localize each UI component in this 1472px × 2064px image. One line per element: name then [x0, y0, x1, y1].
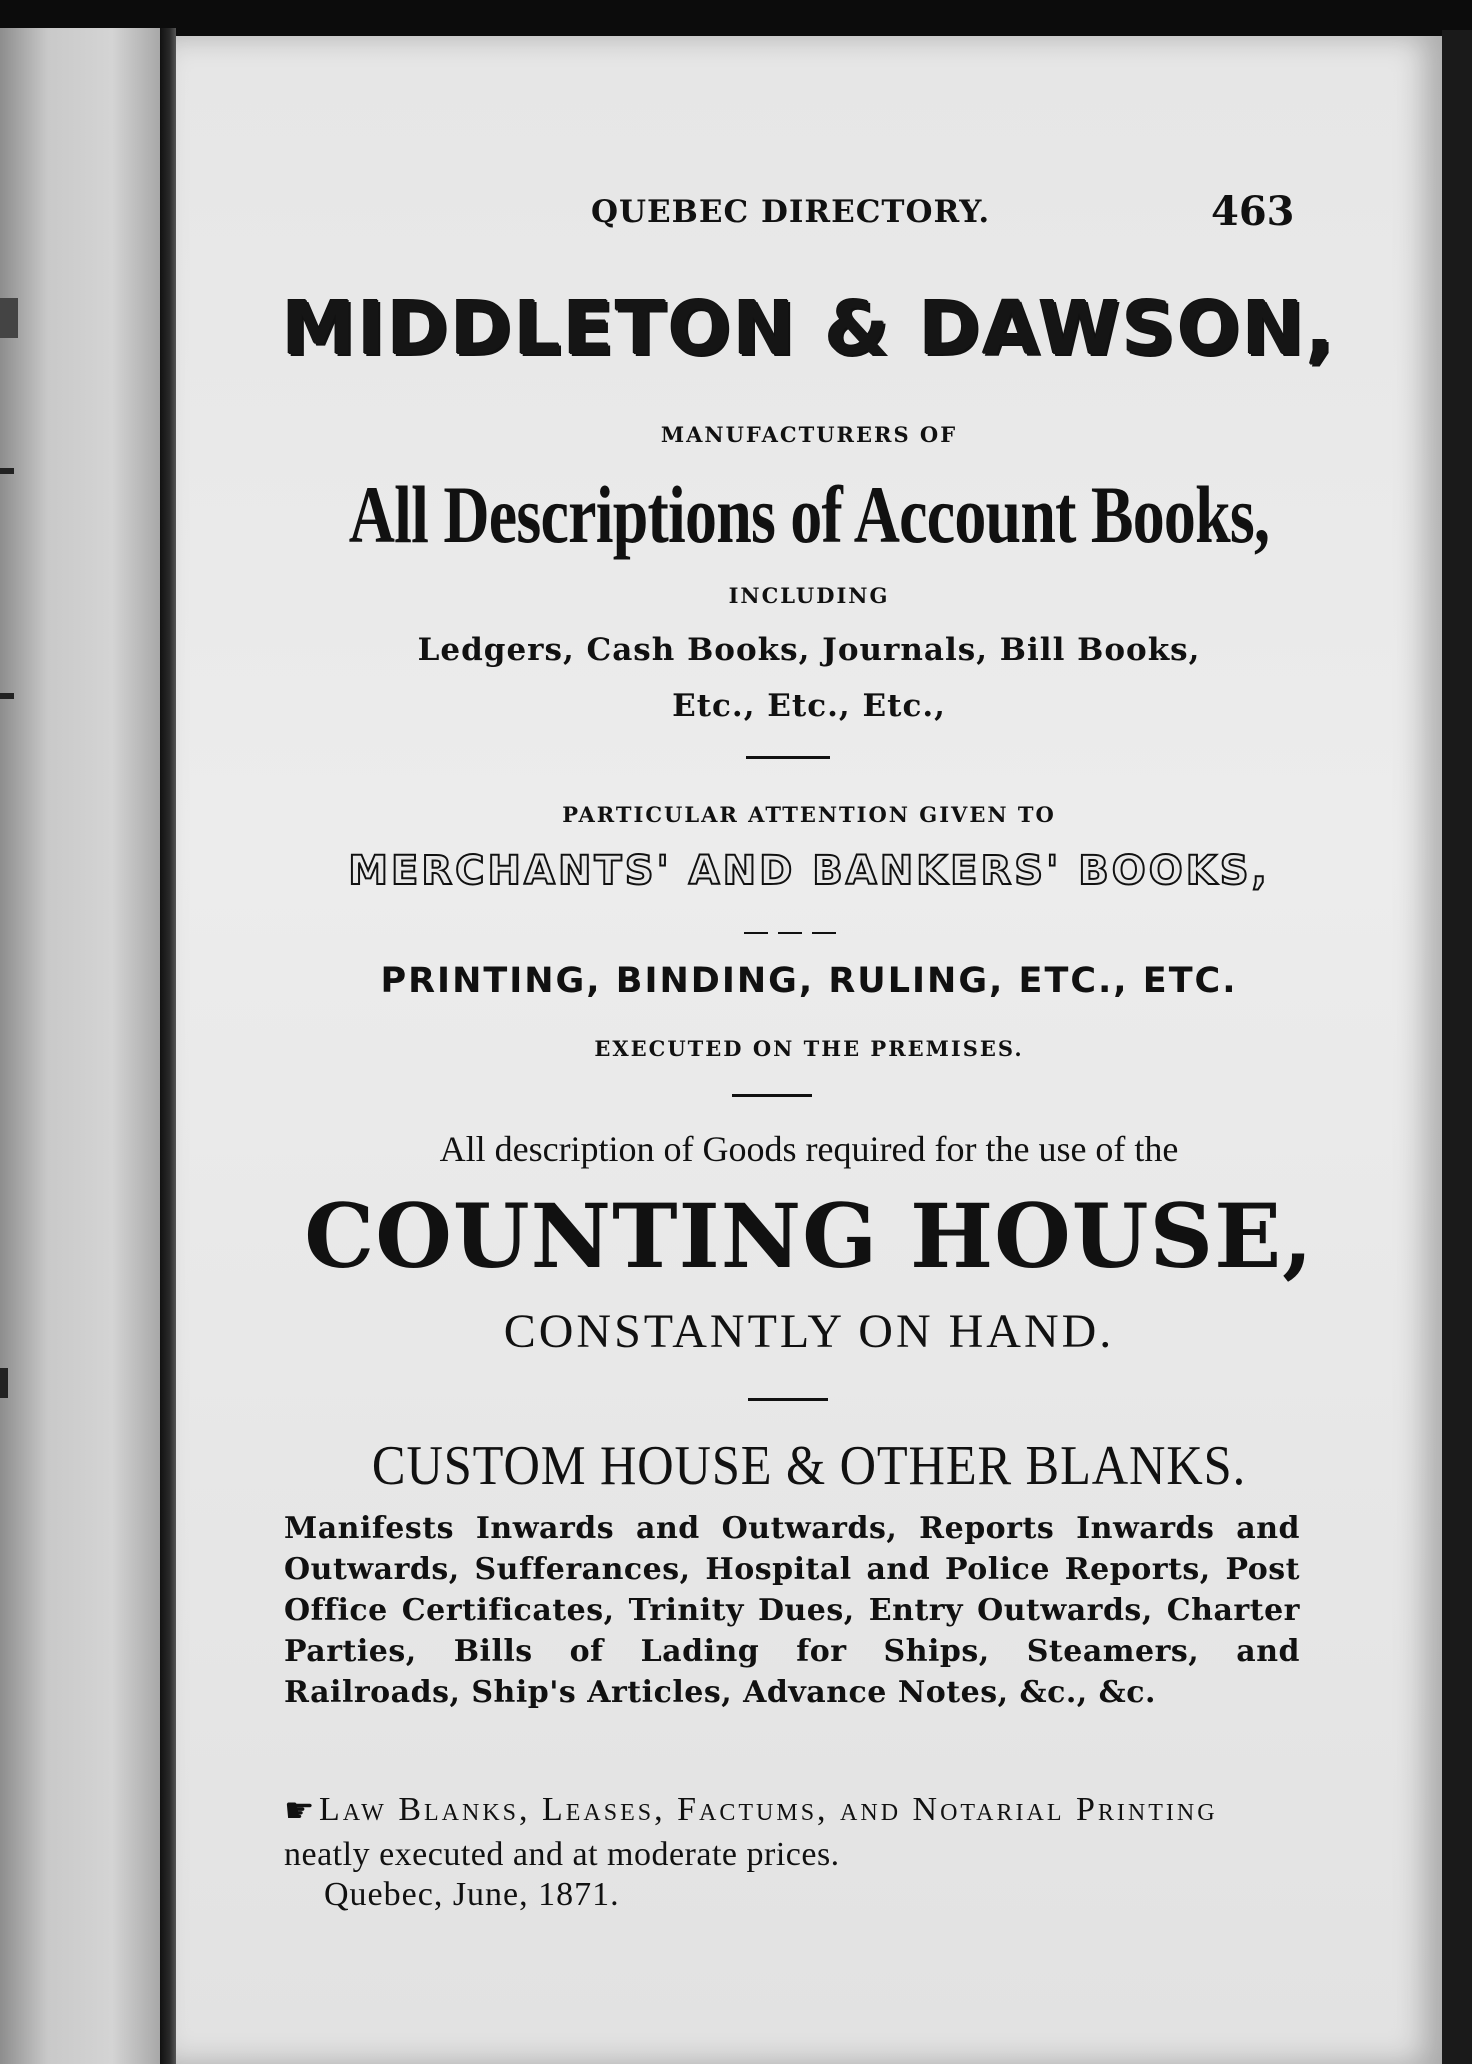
pointing-hand-icon: ☛ — [284, 1791, 315, 1831]
counting-house-headline: COUNTING HOUSE, — [304, 1184, 1314, 1288]
law-blanks-caps: Law Blanks, Leases, Factums, and Notarial Printing — [318, 1791, 1218, 1828]
premises-line: EXECUTED ON THE PREMISES. — [594, 1036, 1024, 1061]
divider-dash — [812, 932, 836, 934]
page-number: 463 — [1211, 188, 1295, 235]
manufacturers-of-line: MANUFACTURERS OF — [660, 422, 958, 447]
divider-rule — [732, 1094, 812, 1097]
running-header: QUEBEC DIRECTORY. — [591, 194, 991, 230]
book-gutter — [160, 28, 176, 2064]
firm-name: MIDDLETON & DAWSON, — [281, 286, 1337, 372]
constantly-line: CONSTANTLY ON HAND. — [503, 1305, 1115, 1358]
goods-line: All description of Goods required for the use of the — [439, 1129, 1179, 1169]
attention-line: PARTICULAR ATTENTION GIVEN TO — [562, 802, 1056, 827]
blanks-list: Manifests Inwards and Outwards, Reports Inwards and Outwards, Sufferances, Hospital and Police Reports, Post Office Certificates, Trinity Dues, Entry Outwards, Charter Parties, Bills of Lading for Ships, Steamers, and Railroads, Ship's Articles, Advance Notes, &c., &c. — [284, 1511, 1300, 1710]
dateline: Quebec, June, 1871. — [324, 1876, 620, 1913]
scan-border — [1442, 30, 1472, 2064]
divider-dash — [744, 932, 768, 934]
custom-house-headline: CUSTOM HOUSE & OTHER BLANKS. — [371, 1435, 1247, 1497]
divider-rule — [748, 1398, 828, 1401]
product-headline: All Descriptions of Account Books, — [348, 469, 1270, 560]
specialty-headline: MERCHANTS' AND BANKERS' BOOKS, — [348, 848, 1270, 894]
divider-rule — [746, 756, 830, 759]
services-line: PRINTING, BINDING, RULING, ETC., ETC. — [380, 961, 1238, 1001]
book-types-line: Ledgers, Cash Books, Journals, Bill Books, — [417, 632, 1201, 668]
facing-page-edge — [0, 28, 160, 2064]
law-blanks-paragraph — [284, 1788, 1300, 1877]
etc-line: Etc., Etc., Etc., — [672, 688, 946, 724]
law-blanks-rest: neatly executed and at moderate prices. — [284, 1836, 840, 1873]
including-line: INCLUDING — [728, 583, 890, 608]
divider-dash — [778, 932, 802, 934]
directory-page — [176, 36, 1442, 2064]
